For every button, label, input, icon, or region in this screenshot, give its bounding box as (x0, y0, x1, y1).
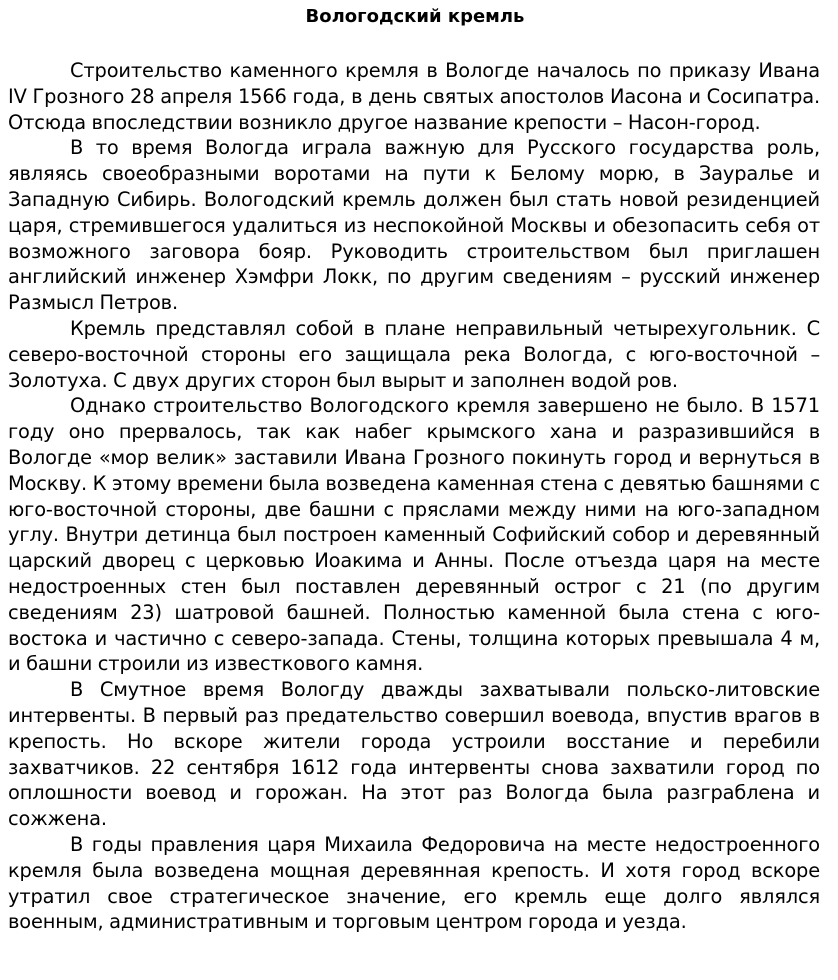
paragraph-kremlin-plan: Кремль представлял собой в плане неправильный четырехугольник. С северо-восточной стороны его защищала река Вологда, с юго-восточной – Золотуха. С двух других сторон был вырыт и заполнен водой ров. (8, 316, 820, 392)
paragraph-time-of-troubles: В Смутное время Вологду дважды захватывали польско-литовские интервенты. В первый раз предательство совершил воевода, впустив врагов в крепость. Но вскоре жители города устроили восстание и перебили захватчиков. 22 сентября 1612 года интервенты снова захватили город по оплошности воевод и горожан. На этот раз Вологда была разграблена и сожжена. (8, 678, 820, 831)
document-page (8, 0, 820, 935)
paragraph-vologda-role: В то время Вологда играла важную для Русского государства роль, являясь своеобразными воротами на пути к Белому морю, в Зауралье и Западную Сибирь. Вологодский кремль должен был стать новой резиденцией царя, стремившегося удалиться из неспокойной Москвы и обезопасить себя от возможного заговора бояр. Руководить строительством был приглашен английский инженер Хэмфри Локк, по другим сведениям – русский инженер Размысл Петров. (8, 136, 820, 315)
paragraph-construction-start: Строительство каменного кремля в Вологде началось по приказу Ивана IV Грозного 28 апреля 1566 года, в день святых апостолов Иасона и Сосипатра. Отсюда впоследствии возникло другое название крепости – Насон-город. (8, 59, 820, 134)
paragraph-wooden-fortress: В годы правления царя Михаила Федоровича на месте недостроенного кремля была возведена мощная деревянная крепость. И хотя город вскоре утратил свое стратегическое значение, его кремль еще долго являлся военным, административным и торговым центром города и уезда. (8, 832, 820, 934)
document-title: Вологодский кремль (305, 6, 525, 27)
paragraph-construction-halt: Однако строительство Вологодского кремля завершено не было. В 1571 году оно прервалось, так как набег крымского хана и разразившийся в Вологде «мор велик» заставили Ивана Грозного покинуть город и вернуться в Москву. К этому времени была возведена каменная стена с девятью башнями с юго-восточной стороны, две башни с пряслами между ними на юго-западном углу. Внутри детинца был построен каменный Софийский собор и деревянный царский дворец с церковью Иоакима и Анны. После отъезда царя на месте недостроенных стен был поставлен деревянный острог с 21 (по другим сведениям 23) шатровой башней. Полностью каменной была стена с юго-востока и частично с северо-запада. Стены, толщина которых превышала 4 м, и башни строили из известкового камня. (8, 394, 820, 676)
document-body (8, 58, 820, 935)
